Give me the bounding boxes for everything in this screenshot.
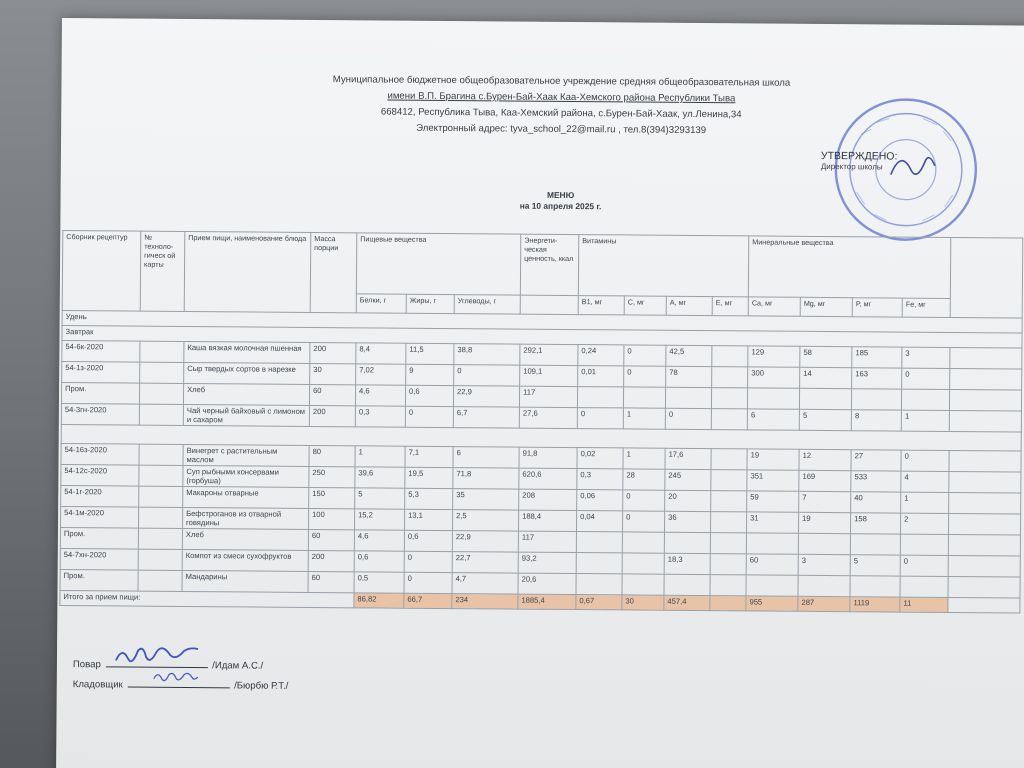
cell-recipe: 54-1г-2020 [61,486,139,508]
cell-protein: 15,2 [354,509,404,530]
cell-b1 [576,553,622,574]
cell-energy: 27,6 [519,407,577,428]
cell-p: 158 [851,513,901,534]
cell-e [710,554,746,575]
cell-dish-name: Хлеб [182,528,308,550]
cell-ca: 300 [748,367,800,388]
cell-techcard [140,362,184,383]
cell-techcard [138,570,182,591]
cell-mass: 200 [309,405,355,426]
col-minerals: Минеральные вещества [748,236,951,299]
cell-b1 [576,574,622,595]
cell-protein: 4,6 [354,530,404,551]
cell-c: 0 [624,366,666,387]
cook-label: Повар [72,659,101,671]
cell-ca [748,388,800,409]
cell-mg: 14 [800,367,852,388]
cell-ca: 6 [747,409,799,430]
col-mg: Mg, мг [800,297,852,316]
total-energy: 1885,4 [518,594,576,609]
col-fat: Жиры, г [406,294,454,313]
cell-mass: 80 [309,445,355,466]
cell-fat: 0,6 [404,530,452,551]
total-mg: 287 [798,596,850,611]
cell-a [665,387,711,408]
cell-p: 533 [851,471,901,492]
cell-a: 17,6 [665,448,711,469]
cell-dish-name: Чай черный байховый с лимоном и сахаром [183,404,309,426]
cell-mass: 30 [310,363,356,384]
cell-carbs: 38,8 [454,344,520,366]
cell-mass: 60 [309,384,355,405]
cell-dish-name: Бефстроганов из отварной говядины [182,507,308,529]
cell-energy: 292,1 [520,344,578,365]
cell-techcard [138,549,182,570]
cell-fe: 1 [901,492,949,513]
cell-protein: 1 [355,446,405,467]
storekeeper-signature-scribble [133,665,223,688]
cell-recipe: 54-16з-2020 [61,444,139,466]
cell-fat: 0 [405,406,453,427]
cell-carbs: 4,7 [452,573,518,595]
cell-fat: 11,5 [406,343,454,364]
cell-c [622,574,664,595]
cell-recipe: 54-6к-2020 [62,341,140,363]
total-p: 1119 [850,597,900,612]
cell-ca: 351 [747,470,799,491]
cell-empty [949,492,1021,514]
cell-fe: 2 [901,513,949,534]
total-label: Итого за прием пищи: [60,591,354,608]
col-carbs: Углеводы, г [454,295,520,315]
total-empty [948,597,1020,613]
cell-carbs: 6,7 [453,407,519,429]
cell-mg: 3 [798,554,850,575]
cell-b1: 0,06 [577,490,623,511]
cell-fat: 0,6 [405,385,453,406]
cell-mg: 169 [799,470,851,491]
cell-p: 163 [852,368,902,389]
cell-a [664,574,710,595]
cell-techcard [140,341,184,362]
cell-mass: 60 [308,529,354,550]
menu-title: МЕНЮ [546,189,575,201]
cell-energy: 91,8 [519,447,577,468]
cell-fe: 0 [902,368,950,389]
cell-energy: 117 [519,386,577,407]
cell-ca [746,533,798,554]
cell-empty [950,368,1022,390]
cell-recipe: Пром. [60,528,138,550]
header-line-2: имени В.П. Брагина с.Бурен-Бай-Хаак Каа-Хемского района Республики Тыва [387,90,736,105]
storekeeper-signature-row [73,674,289,696]
cell-a: 78 [666,366,712,387]
cell-ca: 59 [747,491,799,512]
cell-b1 [577,387,623,408]
cell-energy: 117 [518,531,576,552]
total-e [710,596,746,611]
cell-c [622,553,664,574]
cell-dish-name: Макароны отварные [183,486,309,508]
section-day: Удень [62,311,1022,334]
col-protein: Белки, г [356,294,406,313]
cell-c [622,532,664,553]
cell-fe: 3 [902,347,950,368]
cell-a: 18,3 [664,553,710,574]
cell-fe [900,534,948,555]
cell-c: 1 [623,448,665,469]
breakfast-rows [61,341,1022,433]
cell-ca: 31 [747,512,799,533]
cell-a: 0 [665,408,711,429]
cell-techcard [139,486,183,507]
cell-dish-name: Винегрет с растительным маслом [183,444,309,466]
cell-mg [800,388,852,409]
col-a: A, мг [666,296,712,315]
col-p: P, мг [852,298,902,317]
cell-fat: 5,3 [405,488,453,509]
cell-carbs: 35 [453,489,519,511]
cell-fe: 1 [901,410,949,431]
cell-techcard [139,404,183,425]
cell-mg: 5 [799,409,851,430]
menu-document [56,18,1024,768]
header-line-1: Муниципальное бюджетное общеобразовательное учреждение средняя общеобразовательная школа [332,74,791,89]
cell-carbs: 2,5 [452,510,518,532]
col-energy: Энергети-ческая ценность, ккал [520,234,578,295]
cell-mg: 12 [799,449,851,470]
cell-recipe: 54-12с-2020 [61,465,139,487]
cell-carbs: 22,9 [453,386,519,408]
col-e: E, мг [712,297,748,316]
total-fat: 66,7 [404,593,452,608]
cell-fat: 13,1 [404,509,452,530]
cell-techcard [139,465,183,486]
total-protein: 86,82 [354,593,404,608]
signatures [73,654,289,696]
cell-dish-name: Компот из смеси сухофруктов [182,549,308,571]
cell-empty [950,347,1022,369]
menu-date: на 10 апреля 2025 г. [519,200,602,212]
cell-energy: 93,2 [518,552,576,573]
table-header-row [62,231,1023,300]
cell-protein: 7,02 [356,364,406,385]
col-meal: Прием пищи, наименование блюда [184,231,311,312]
cell-dish-name: Сыр твердых сортов в нарезке [184,362,310,384]
cell-ca: 60 [746,554,798,575]
col-c: C, мг [624,296,666,315]
cell-empty [949,450,1021,472]
cell-mass: 250 [309,466,355,487]
cell-b1: 0 [577,408,623,429]
cell-recipe: 54-7хн-2020 [60,549,138,571]
cell-recipe: 54-1м-2020 [60,507,138,529]
cell-p [850,576,900,597]
cell-protein: 0,5 [354,572,404,593]
cell-fe: 0 [901,450,949,471]
cell-protein: 5 [355,488,405,509]
storekeeper-label: Кладовщик [72,679,123,691]
cell-p: 8 [851,410,901,431]
storekeeper-signature [127,675,229,689]
cell-carbs: 22,7 [452,552,518,574]
cell-mass: 100 [308,508,354,529]
col-techcard: № техноло-гическ ой карты [140,231,185,311]
cell-mass: 200 [310,342,356,363]
col-empty [950,237,1023,318]
cell-fe [900,576,948,597]
col-mass: Масса порции [310,232,357,312]
menu-table [59,230,1023,614]
cell-empty [948,576,1020,598]
total-carbs: 234 [452,594,518,610]
cell-techcard [139,383,183,404]
cell-empty [949,513,1021,535]
section-breakfast: Завтрак [62,326,1022,349]
cell-ca [746,575,798,596]
cell-protein: 0,6 [354,551,404,572]
cell-c [623,387,665,408]
header-address: 668412, Республика Тыва, Каа-Хемский района, с.Бурен-Бай-Хаак, ул.Ленина,34 [380,106,742,121]
cell-fe: 4 [901,471,949,492]
cell-dish-name: Мандарины [182,570,308,592]
cell-dish-name: Хлеб [183,383,309,405]
cell-e [712,367,748,388]
cell-c: 28 [623,469,665,490]
cell-a: 20 [665,490,711,511]
cell-a [664,532,710,553]
approval-title: УТВЕРЖДЕНО: [820,149,898,163]
cell-dish-name: Каша вязкая молочная пшенная [184,341,310,363]
cell-mg: 58 [800,346,852,367]
cell-carbs: 0 [454,365,520,387]
cell-e [710,575,746,596]
cell-mg: 19 [799,512,851,533]
cell-e [711,449,747,470]
cell-c: 0 [623,490,665,511]
total-b1: 0,67 [576,595,622,610]
cell-empty [950,389,1022,411]
lunch-rows [60,444,1021,599]
cell-energy: 109,1 [520,365,578,386]
total-c: 30 [622,595,664,610]
cell-mass: 60 [308,571,354,592]
cell-e [711,409,747,430]
col-fe: Fe, мг [902,298,950,317]
col-recipe: Сборник рецептур [62,231,141,312]
cell-fat: 9 [406,364,454,385]
cell-empty [948,555,1020,577]
cell-carbs: 22,9 [452,531,518,553]
cell-b1: 0,02 [577,448,623,469]
col-b1: B1, мг [578,296,624,315]
cell-c: 0 [624,345,666,366]
storekeeper-name: /Бюрбю Р.Т./ [234,680,289,692]
cell-e [710,512,746,533]
cell-e [711,388,747,409]
cell-fat: 0 [404,572,452,593]
cell-protein: 4,6 [355,385,405,406]
cell-recipe: Пром. [60,570,138,592]
cell-empty [948,534,1020,556]
cell-e [710,533,746,554]
cell-c: 0 [622,511,664,532]
cell-empty [949,471,1021,493]
cell-b1 [576,532,622,553]
cell-fe [902,389,950,410]
cell-a: 36 [664,511,710,532]
cell-protein: 39,6 [355,467,405,488]
cell-empty [949,410,1021,432]
cell-p [852,389,902,410]
total-a: 457,4 [664,595,710,610]
cell-techcard [138,528,182,549]
cell-e [711,470,747,491]
col-ca: Ca, мг [748,297,800,316]
cell-carbs: 71,8 [453,468,519,490]
cell-techcard [139,444,183,465]
cell-p: 27 [851,450,901,471]
cell-fat: 0 [404,551,452,572]
cell-b1: 0,24 [578,345,624,366]
total-fe: 11 [900,597,948,612]
cell-c: 1 [623,408,665,429]
col-nutrients: Пищевые вещества [356,233,520,295]
cell-a: 245 [665,469,711,490]
cell-protein: 8,4 [356,343,406,364]
cell-energy: 620,6 [519,468,577,489]
cell-b1: 0,01 [578,366,624,387]
cell-p [850,534,900,555]
cell-carbs: 6 [453,447,519,469]
cell-a: 42,5 [666,345,712,366]
col-energy-sub [520,295,578,314]
cell-recipe: 54-3гн-2020 [61,404,139,426]
cell-p: 185 [852,347,902,368]
cook-name: /Идам А.С./ [212,660,264,672]
cell-dish-name: Суп рыбными консервами (горбуша) [183,465,309,487]
cell-b1: 0,04 [576,511,622,532]
header-contacts: Электронный адрес: tyva_school_22@mail.ru , тел.8(394)3293139 [416,122,707,137]
cell-p: 5 [850,555,900,576]
cell-recipe: Пром. [61,383,139,405]
cell-techcard [138,507,182,528]
cell-fat: 19,5 [405,467,453,488]
cell-mg [798,533,850,554]
cook-signature-scribble [111,644,201,667]
total-ca: 955 [746,596,798,611]
cell-recipe: 54-1з-2020 [62,362,140,384]
approval-block [821,150,898,172]
approval-signer: Директор школы [820,161,883,172]
cell-fat: 7,1 [405,446,453,467]
cell-p: 40 [851,492,901,513]
cell-e [711,491,747,512]
cell-energy: 208 [519,489,577,510]
col-vitamins: Витамины [578,235,749,297]
cell-mg [798,575,850,596]
cell-protein: 0,3 [355,406,405,427]
cell-fe: 0 [900,555,948,576]
cell-mass: 200 [308,550,354,571]
cell-mass: 150 [309,487,355,508]
cell-energy: 188,4 [518,510,576,531]
cell-ca: 19 [747,449,799,470]
cell-energy: 20,6 [518,573,576,594]
cell-e [712,346,748,367]
cell-mg: 7 [799,491,851,512]
cell-ca: 129 [748,346,800,367]
cell-b1: 0,3 [577,469,623,490]
